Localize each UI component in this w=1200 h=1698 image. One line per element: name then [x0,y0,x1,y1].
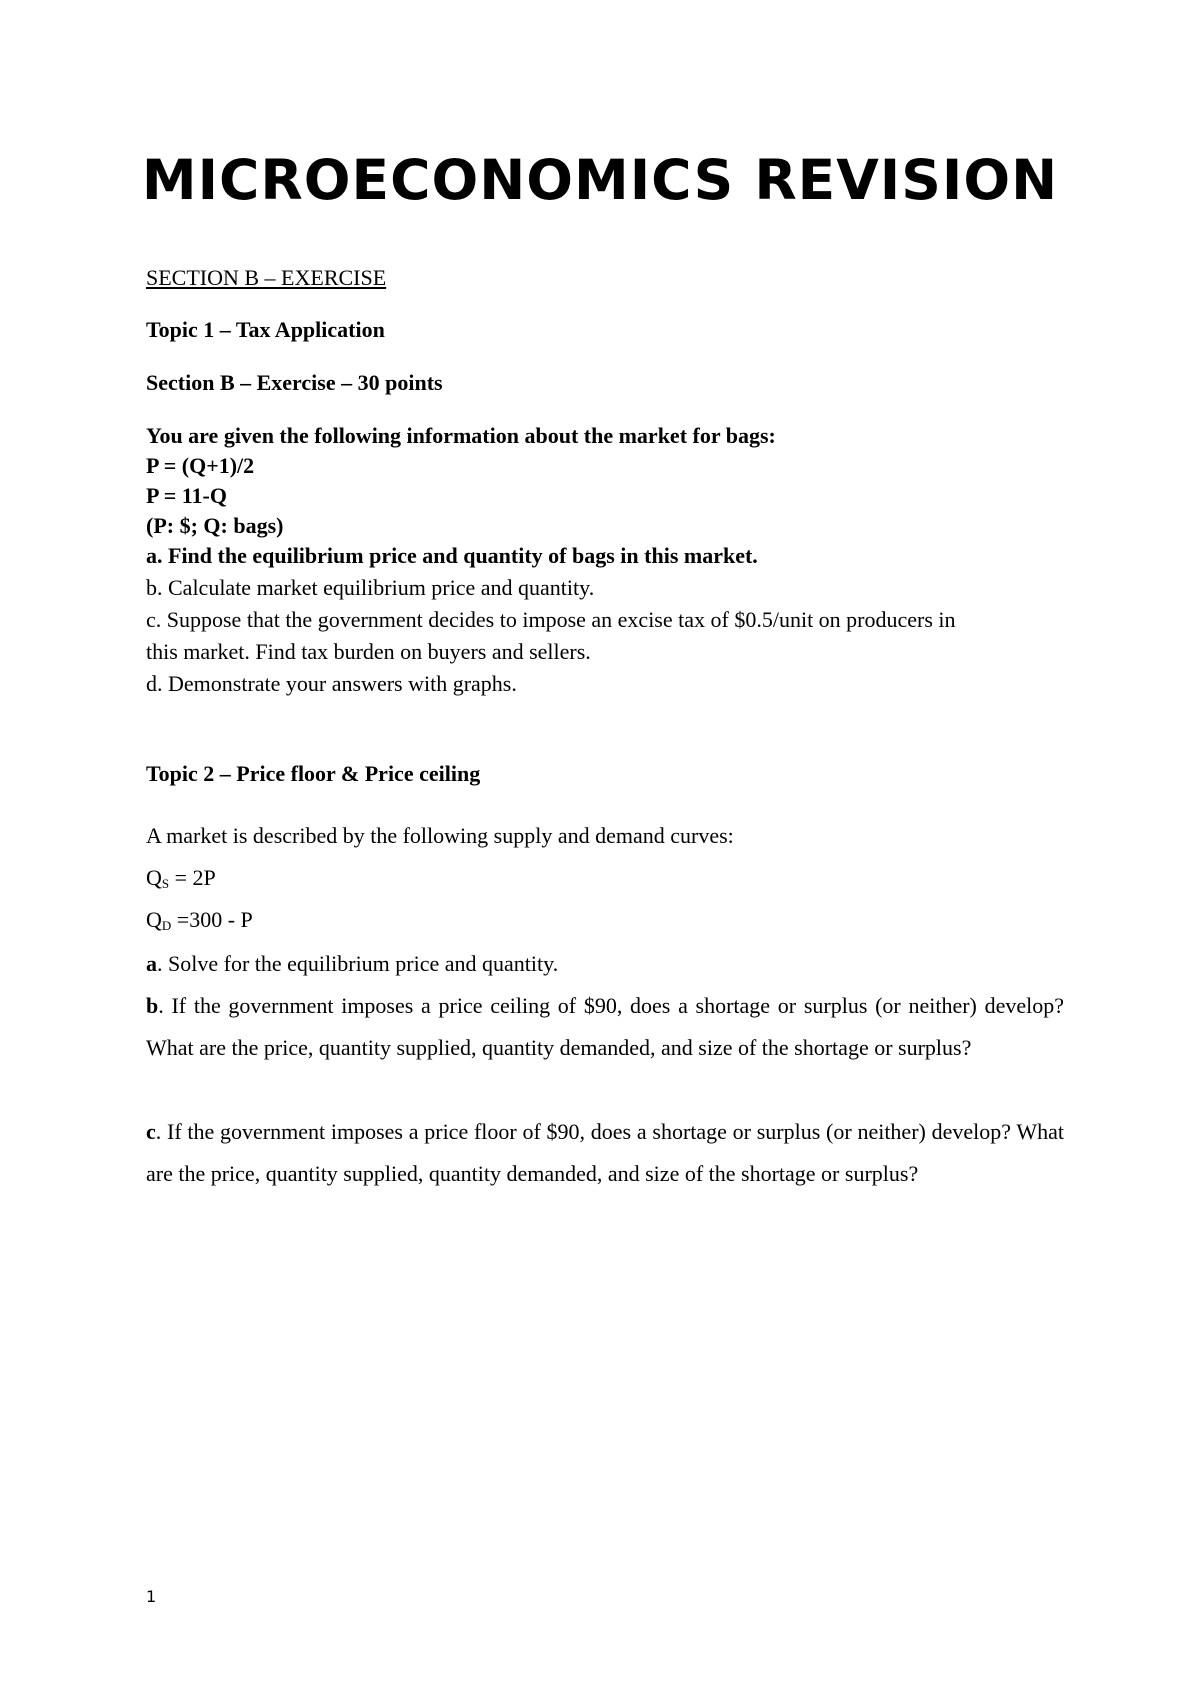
topic2-question-a [146,943,1064,985]
topic2-question-c-label: c [146,1119,156,1144]
supply-equation-subscript: S [161,876,170,891]
topic1-question-d: d. Demonstrate your answers with graphs. [146,671,517,696]
demand-equation-rest: =300 - P [171,907,253,932]
topic2-question-c [146,1111,1064,1195]
topic1-question-a: a. Find the equilibrium price and quantity of bags in this market. [146,543,758,568]
topic1-question-c-line1: c. Suppose that the government decides to impose an excise tax of $0.5/unit on producers in [146,607,956,632]
topic1-subheading: Section B – Exercise – 30 points [146,370,443,395]
topic1-heading: Topic 1 – Tax Application [146,317,385,342]
topic1-units: (P: $; Q: bags) [146,513,284,538]
topic2-question-a-label: a [146,951,157,976]
demand-equation-q: Q [146,907,162,932]
topic2-question-b [146,985,1064,1069]
topic1-question-b: b. Calculate market equilibrium price and quantity. [146,575,595,600]
document-title: MICROECONOMICS REVISION [141,148,1059,212]
supply-equation [146,864,216,898]
topic1-equation-1: P = (Q+1)/2 [146,453,255,478]
topic2-question-c-text: . If the government imposes a price floor of $90, does a shortage or surplus (or neither) develop? What are the price, quantity supplied, quantity demanded, and size of the shortage or surplus? [146,1119,1064,1186]
topic1-intro: You are given the following information about the market for bags: [146,423,776,448]
supply-equation-rest: = 2P [169,865,216,890]
page-number: 1 [146,1587,157,1606]
demand-equation-subscript: D [161,918,172,933]
supply-equation-q: Q [146,865,162,890]
section-heading: SECTION B – EXERCISE [146,265,387,290]
topic1-equation-2: P = 11-Q [146,483,227,508]
demand-equation [146,906,253,940]
topic2-heading: Topic 2 – Price floor & Price ceiling [146,761,481,786]
topic2-question-b-text: . If the government imposes a price ceiling of $90, does a shortage or surplus (or neither) develop? What are the price, quantity supplied, quantity demanded, and size of the shortage or surplus? [146,993,1064,1060]
topic1-question-c-line2: this market. Find tax burden on buyers and sellers. [146,639,591,664]
topic2-question-a-text: . Solve for the equilibrium price and quantity. [157,951,559,976]
topic2-intro: A market is described by the following supply and demand curves: [146,823,734,848]
topic2-question-b-label: b [146,993,159,1018]
